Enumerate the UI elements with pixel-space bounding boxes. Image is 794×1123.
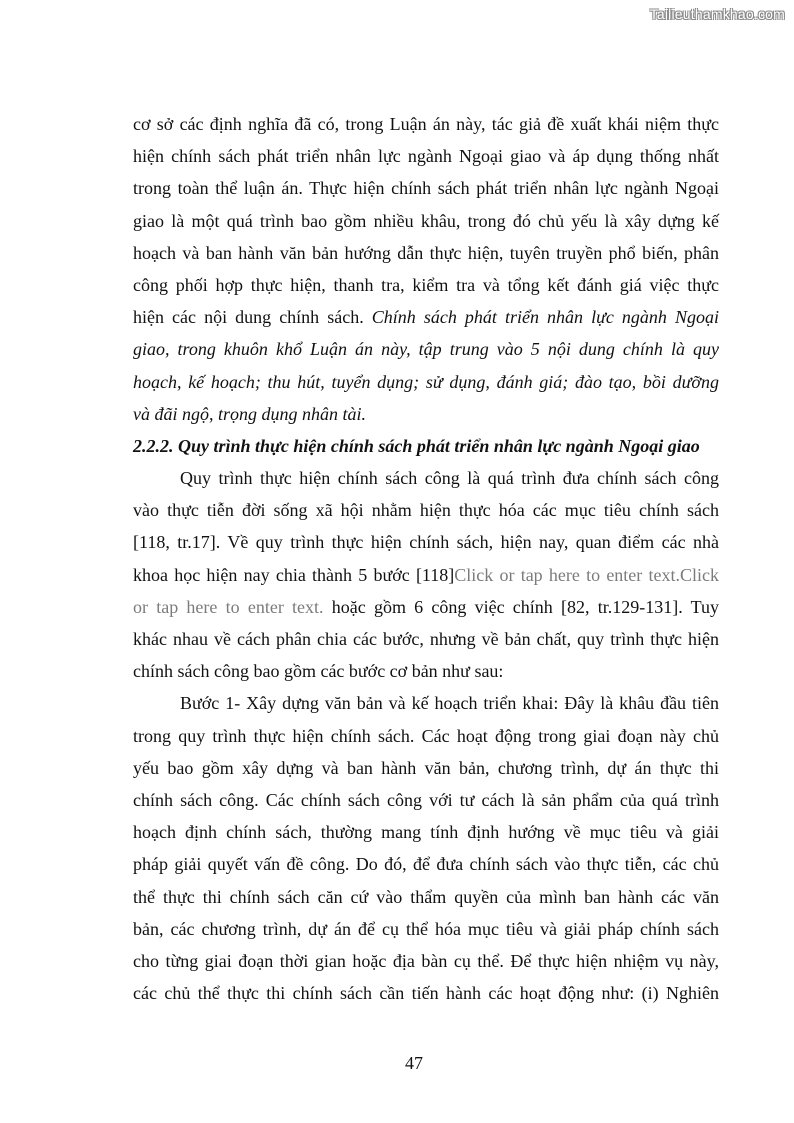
text-line: hoạch định chính sách, thường mang tính định hướng về mục tiêu và giải [133,822,719,843]
text-run: hoặc gồm 6 công việc chính [82, tr.129-131]. Tuy [323,596,719,617]
text-line: thể thực thi chính sách căn cứ vào thẩm quyền của mình ban hành các văn [133,886,719,907]
text-line: yếu bao gồm xây dựng và ban hành văn bản, chương trình, dự án thực thi [133,757,719,778]
text-run: hiện các nội dung chính sách. [133,307,372,328]
text-line: giao là một quá trình bao gồm nhiều khâu, trong đó chủ yếu là xây dựng kế [133,210,719,231]
paragraph-2 [133,462,719,687]
text-line: công phối hợp thực hiện, thanh tra, kiểm tra và tổng kết đánh giá việc thực [133,274,719,295]
text-line: chính sách công. Các chính sách công với tư cách là sản phẩm của quá trình [133,789,719,810]
text-line: hiện chính sách phát triển nhân lực ngành Ngoại giao và áp dụng thống nhất [133,146,719,167]
placeholder-text[interactable]: Click or tap here to enter text.Click [454,564,719,585]
page-body [133,108,719,1009]
text-line: hoạch, kế hoạch; thu hút, tuyển dụng; sử dụng, đánh giá; đào tạo, bồi dưỡng [133,371,719,392]
text-line: cơ sở các định nghĩa đã có, trong Luận án này, tác giả đề xuất khái niệm thực [133,114,719,134]
text-run: khoa học hiện nay chia thành 5 bước [118] [133,564,455,585]
text-line: khác nhau về cách phân chia các bước, nhưng về bản chất, quy trình thực hiện [133,629,719,649]
text-line: bản, các chương trình, dự án để cụ thể hóa mục tiêu và giải pháp chính sách [133,918,719,939]
text-line: chính sách công bao gồm các bước cơ bản như sau: [133,661,504,682]
text-line: vào thực tiễn đời sống xã hội nhằm hiện thực hóa các mục tiêu chính sách [133,500,719,521]
text-line: Quy trình thực hiện chính sách công là quá trình đưa chính sách công [180,468,719,489]
text-line: Bước 1- Xây dựng văn bản và kế hoạch triển khai: Đây là khâu đầu tiên [180,693,719,714]
section-heading: 2.2.2. Quy trình thực hiện chính sách phát triển nhân lực ngành Ngoại giao [133,435,700,456]
text-line: hoạch và ban hành văn bản hướng dẫn thực hiện, tuyên truyền phổ biến, phân [133,242,719,263]
text-line [133,301,719,333]
text-line: giao, trong khuôn khổ Luận án này, tập trung vào 5 nội dung chính là quy [133,339,719,360]
paragraph-1 [133,108,719,430]
text-line: [118, tr.17]. Về quy trình thực hiện chính sách, hiện nay, quan điểm các nhà [133,532,719,553]
watermark: Tailieuthamkhao.com [649,6,785,22]
text-line: pháp giải quyết vấn đề công. Do đó, để đưa chính sách vào thực tiễn, các chủ [133,854,719,875]
text-line [133,591,719,623]
text-line [133,559,719,591]
page-number: 47 [405,1053,423,1073]
italic-text-run: Chính sách phát triển nhân lực ngành Ngoại [371,307,719,328]
text-line: cho từng giai đoạn thời gian hoặc địa bàn cụ thể. Để thực hiện nhiệm vụ này, [133,950,719,971]
text-line: trong toàn thể luận án. Thực hiện chính sách phát triển nhân lực ngành Ngoại [133,178,719,199]
placeholder-text[interactable]: or tap here to enter text. [133,596,324,617]
text-line: và đãi ngộ, trọng dụng nhân tài. [133,403,366,424]
text-line: các chủ thể thực thi chính sách cần tiến hành các hoạt động như: (i) Nghiên [133,983,719,1004]
paragraph-3 [133,687,719,1009]
text-line: trong quy trình thực hiện chính sách. Các hoạt động trong giai đoạn này chủ [133,725,719,746]
